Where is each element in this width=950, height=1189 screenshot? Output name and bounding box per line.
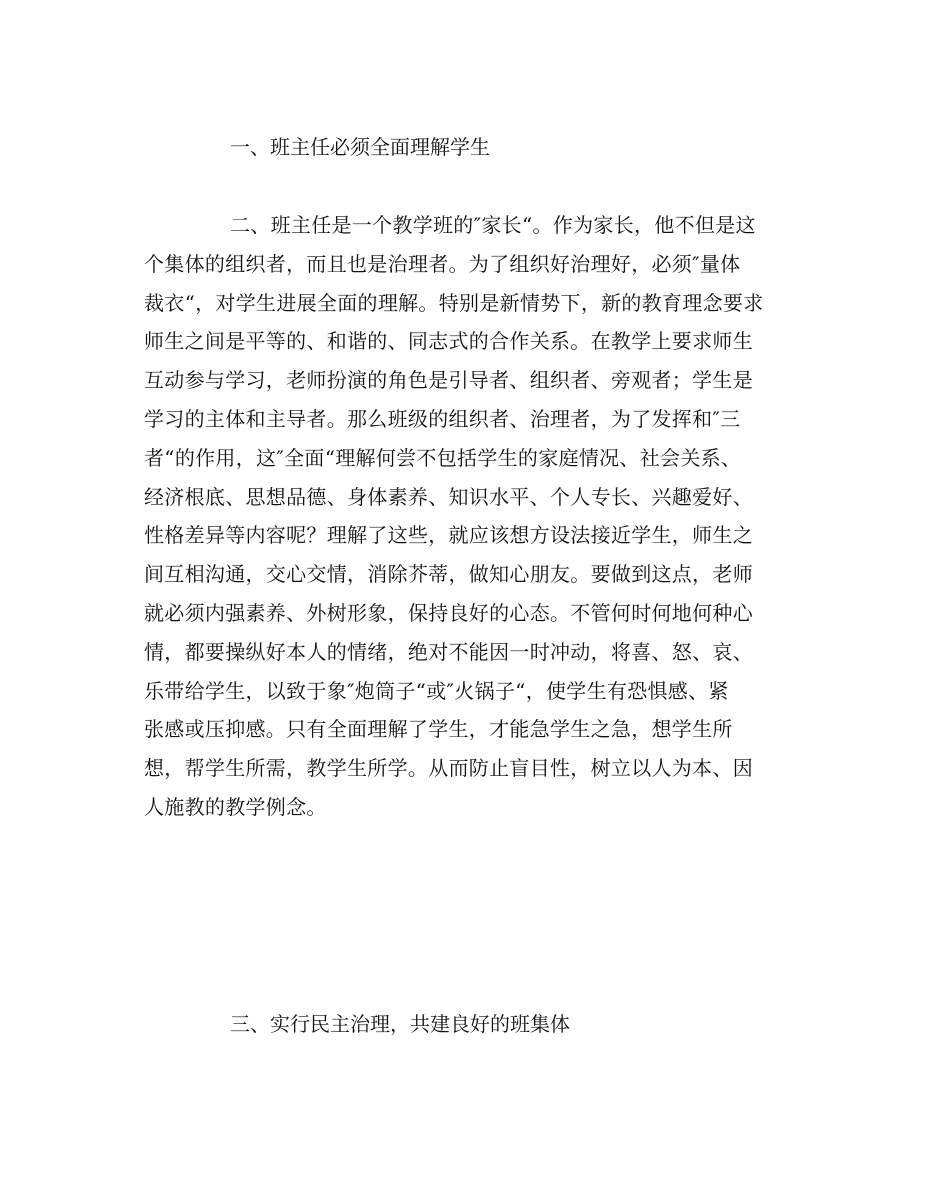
paragraph-line: 师生之间是平等的、和谐的、同志式的合作关系。在教学上要求师生	[144, 329, 753, 354]
paragraph-line: 个集体的组织者，而且也是治理者。为了组织好治理好，必须″量体	[144, 251, 741, 276]
section-2-paragraph	[144, 206, 824, 827]
paragraph-line: 乐带给学生，以致于象″炮筒子“或″火锅子“，使学生有恐惧感、紧	[144, 678, 729, 703]
section-heading-3: 三、实行民主治理，共建良好的班集体	[230, 1012, 570, 1036]
paragraph-line: 张感或压抑感。只有全面理解了学生，才能急学生之急，想学生所	[144, 717, 733, 742]
paragraph-line: 就必须内强素养、外树形象，保持良好的心态。不管何时何地何种心	[144, 600, 753, 625]
paragraph-line: 性格差异等内容呢？理解了这些，就应该想方设法接近学生，师生之	[144, 523, 753, 548]
paragraph-line: 人施教的教学例念。	[144, 794, 327, 819]
section-heading-1: 一、班主任必须全面理解学生	[230, 135, 490, 159]
paragraph-line: 学习的主体和主导者。那么班级的组织者、治理者，为了发挥和″三	[144, 406, 741, 431]
paragraph-line: 互动参与学习，老师扮演的角色是引导者、组织者、旁观者；学生是	[144, 368, 753, 393]
paragraph-line: 想，帮学生所需，教学生所学。从而防止盲目性，树立以人为本、因	[144, 756, 753, 781]
paragraph-line: 情，都要操纵好本人的情绪，绝对不能因一时冲动，将喜、怒、哀、	[144, 639, 753, 664]
paragraph-line: 二、班主任是一个教学班的″家长“。作为家长，他不但是这	[230, 213, 756, 237]
paragraph-line: 间互相沟通，交心交情，消除芥蒂，做知心朋友。要做到这点，老师	[144, 562, 753, 587]
paragraph-line: 者“的作用，这″全面“理解何尝不包括学生的家庭情况、社会关系、	[144, 445, 742, 470]
paragraph-line: 经济根底、思想品德、身体素养、知识水平、个人专长、兴趣爱好、	[144, 484, 753, 509]
paragraph-line: 裁衣“，对学生进展全面的理解。特别是新情势下，新的教育理念要求	[144, 290, 764, 315]
